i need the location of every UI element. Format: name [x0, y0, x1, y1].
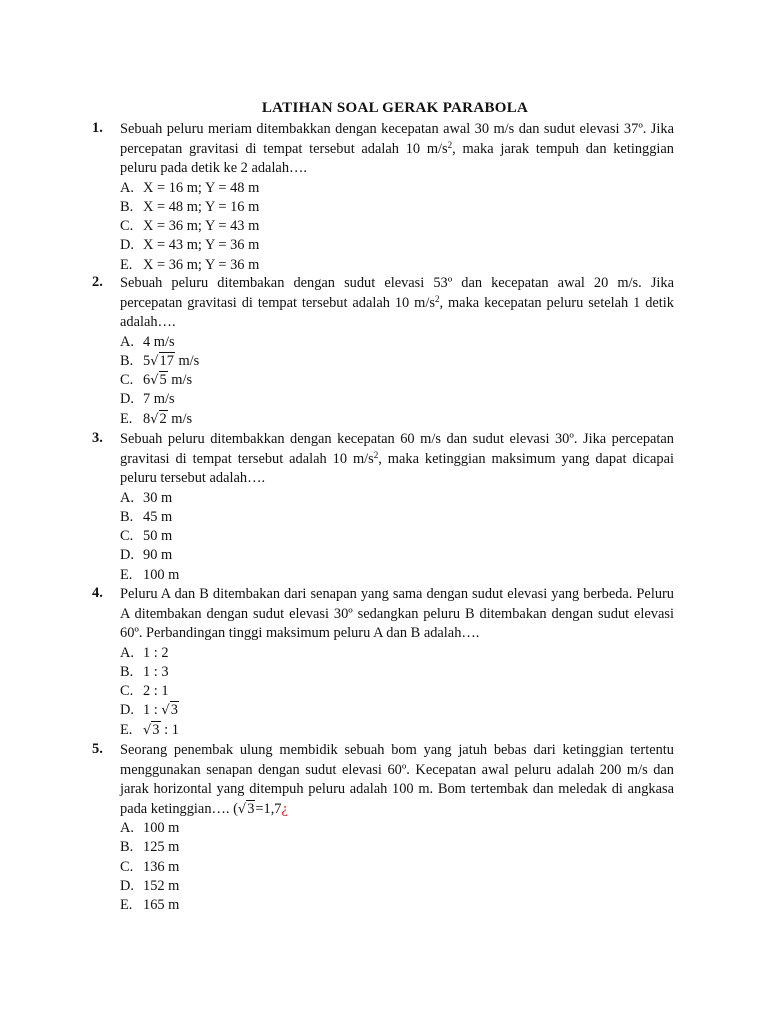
answer-option	[120, 721, 674, 740]
option-text: 100 m	[143, 820, 180, 836]
question-number: 1.	[92, 120, 103, 136]
option-label: E.	[120, 566, 133, 583]
option-text: X = 48 m; Y = 16 m	[143, 198, 260, 215]
option-label: A.	[120, 333, 134, 350]
option-text: 1 : 3	[143, 663, 169, 680]
option-label: A.	[120, 179, 134, 196]
answer-option	[120, 701, 674, 720]
option-text: √3 : 1	[143, 722, 179, 738]
option-label: E.	[120, 897, 133, 914]
option-text: 50 m	[143, 528, 173, 545]
option-text: 136 m	[143, 858, 180, 875]
answer-option	[120, 198, 674, 217]
option-text: 100 m	[143, 566, 180, 583]
option-label: A.	[120, 820, 134, 836]
option-label: B.	[120, 198, 134, 215]
option-text: 125 m	[143, 839, 180, 856]
option-label: B.	[120, 352, 134, 369]
answer-option	[120, 858, 674, 877]
option-text: X = 36 m; Y = 36 m	[143, 256, 260, 273]
option-label: C.	[120, 218, 134, 235]
answer-options	[120, 644, 674, 740]
square-root: √3	[143, 721, 160, 738]
option-text: 7 m/s	[143, 391, 175, 408]
square-root: √3	[237, 800, 255, 817]
answer-option	[120, 644, 674, 663]
option-label: C.	[120, 528, 134, 545]
square-root: √5	[150, 372, 167, 389]
answer-option	[120, 217, 674, 236]
option-text: 45 m	[143, 508, 173, 525]
question-2	[92, 274, 674, 429]
answer-option	[120, 333, 674, 352]
option-label: E.	[120, 410, 133, 427]
option-label: D.	[120, 237, 134, 254]
answer-option	[120, 371, 674, 390]
option-text: 8√2 m/s	[143, 411, 192, 427]
answer-option	[120, 410, 674, 429]
answer-option	[120, 682, 674, 701]
answer-option	[120, 352, 674, 371]
option-text: 152 m	[143, 877, 180, 894]
option-label: C.	[120, 372, 134, 389]
question-5	[92, 741, 674, 915]
option-label: C.	[120, 858, 134, 875]
answer-options	[120, 333, 674, 429]
option-label: E.	[120, 256, 133, 273]
question-text: Sebuah peluru ditembakkan dengan kecepatan 60 m/s dan sudut elevasi 30º. Jika percepatan gravitasi di tempat tersebut adalah 10 $m/s^2$, maka ketinggian maksimum yang dapat dicapai peluru tersebut adalah….	[120, 431, 674, 486]
answer-option	[120, 527, 674, 546]
option-text: X = 36 m; Y = 43 m	[143, 218, 260, 235]
question-text: Peluru A dan B ditembakan dari senapan yang sama dengan sudut elevasi yang berbeda. Peluru A ditembakan dengan sudut elevasi 30º sedangkan peluru B ditembakan dengan sudut elevasi 60º. Perbandingan tinggi maksimum peluru A dan B adalah….	[120, 586, 674, 641]
option-label: D.	[120, 547, 134, 564]
option-text: X = 16 m; Y = 48 m	[143, 179, 260, 196]
page-title: LATIHAN SOAL GERAK PARABOLA	[261, 100, 529, 116]
answer-option	[120, 566, 674, 585]
answer-option	[120, 508, 674, 527]
option-label: D.	[120, 877, 134, 894]
question-text: Sebuah peluru ditembakan dengan sudut elevasi 53º dan kecepatan awal 20 m/s. Jika percepatan gravitasi di tempat tersebut adalah 10 $m/s^2$, maka kecepatan peluru setelah 1 detik adalah….	[120, 275, 674, 330]
question-4	[92, 585, 674, 740]
question-number: 5.	[92, 741, 103, 757]
question-1	[92, 120, 674, 275]
square-root: √3	[161, 702, 178, 719]
option-label: D.	[120, 702, 134, 719]
question-number: 2.	[92, 274, 103, 290]
answer-options	[120, 489, 674, 585]
option-text: 5√17 m/s	[143, 353, 199, 369]
option-text: 30 m	[143, 489, 173, 506]
answer-option	[120, 256, 674, 275]
question-number: 3.	[92, 430, 103, 446]
option-label: A.	[120, 644, 134, 661]
option-text: 1 : √3	[143, 702, 179, 718]
option-label: E.	[120, 721, 133, 738]
option-label: B.	[120, 663, 134, 680]
option-text: 90 m	[143, 547, 173, 564]
answer-option	[120, 179, 674, 198]
answer-option	[120, 819, 674, 838]
answer-option	[120, 663, 674, 682]
square-root: √17	[150, 352, 174, 369]
answer-option	[120, 236, 674, 255]
answer-option	[120, 877, 674, 896]
answer-option	[120, 896, 674, 915]
option-label: A.	[120, 489, 134, 506]
option-label: B.	[120, 839, 134, 856]
option-text: 6√5 m/s	[143, 372, 192, 388]
question-text: Seorang penembak ulung membidik sebuah bom yang jatuh bebas dari ketinggian tertentu menggunakan senapan dengan sudut elevasi 60º. Kecepatan awal peluru adalah 200 m/s dan jarak horizontal yang ditempuh peluru adalah 100 m. Bom tertembak dan meledak di angkasa pada ketinggian…. (√3=1,7¿	[120, 741, 674, 819]
option-label: B.	[120, 508, 134, 525]
option-label: D.	[120, 391, 134, 408]
option-label: C.	[120, 683, 134, 700]
answer-option	[120, 838, 674, 857]
answer-option	[120, 546, 674, 565]
option-text: 1 : 2	[143, 644, 169, 661]
option-text: 4 m/s	[143, 333, 175, 350]
question-3	[92, 430, 674, 585]
question-text: Sebuah peluru meriam ditembakkan dengan kecepatan awal 30 m/s dan sudut elevasi 37º. Jika percepatan gravitasi di tempat tersebut adalah 10 $m/s^2$, maka jarak tempuh dan ketinggian peluru pada detik ke 2 adalah….	[120, 121, 674, 176]
answer-option	[120, 489, 674, 508]
option-text: 165 m	[143, 897, 180, 914]
option-text: X = 43 m; Y = 36 m	[143, 237, 260, 254]
square-root: √2	[150, 410, 167, 427]
answer-options	[120, 819, 674, 915]
option-text: 2 : 1	[143, 683, 169, 700]
answer-options	[120, 179, 674, 275]
question-number: 4.	[92, 585, 103, 601]
answer-option	[120, 390, 674, 409]
